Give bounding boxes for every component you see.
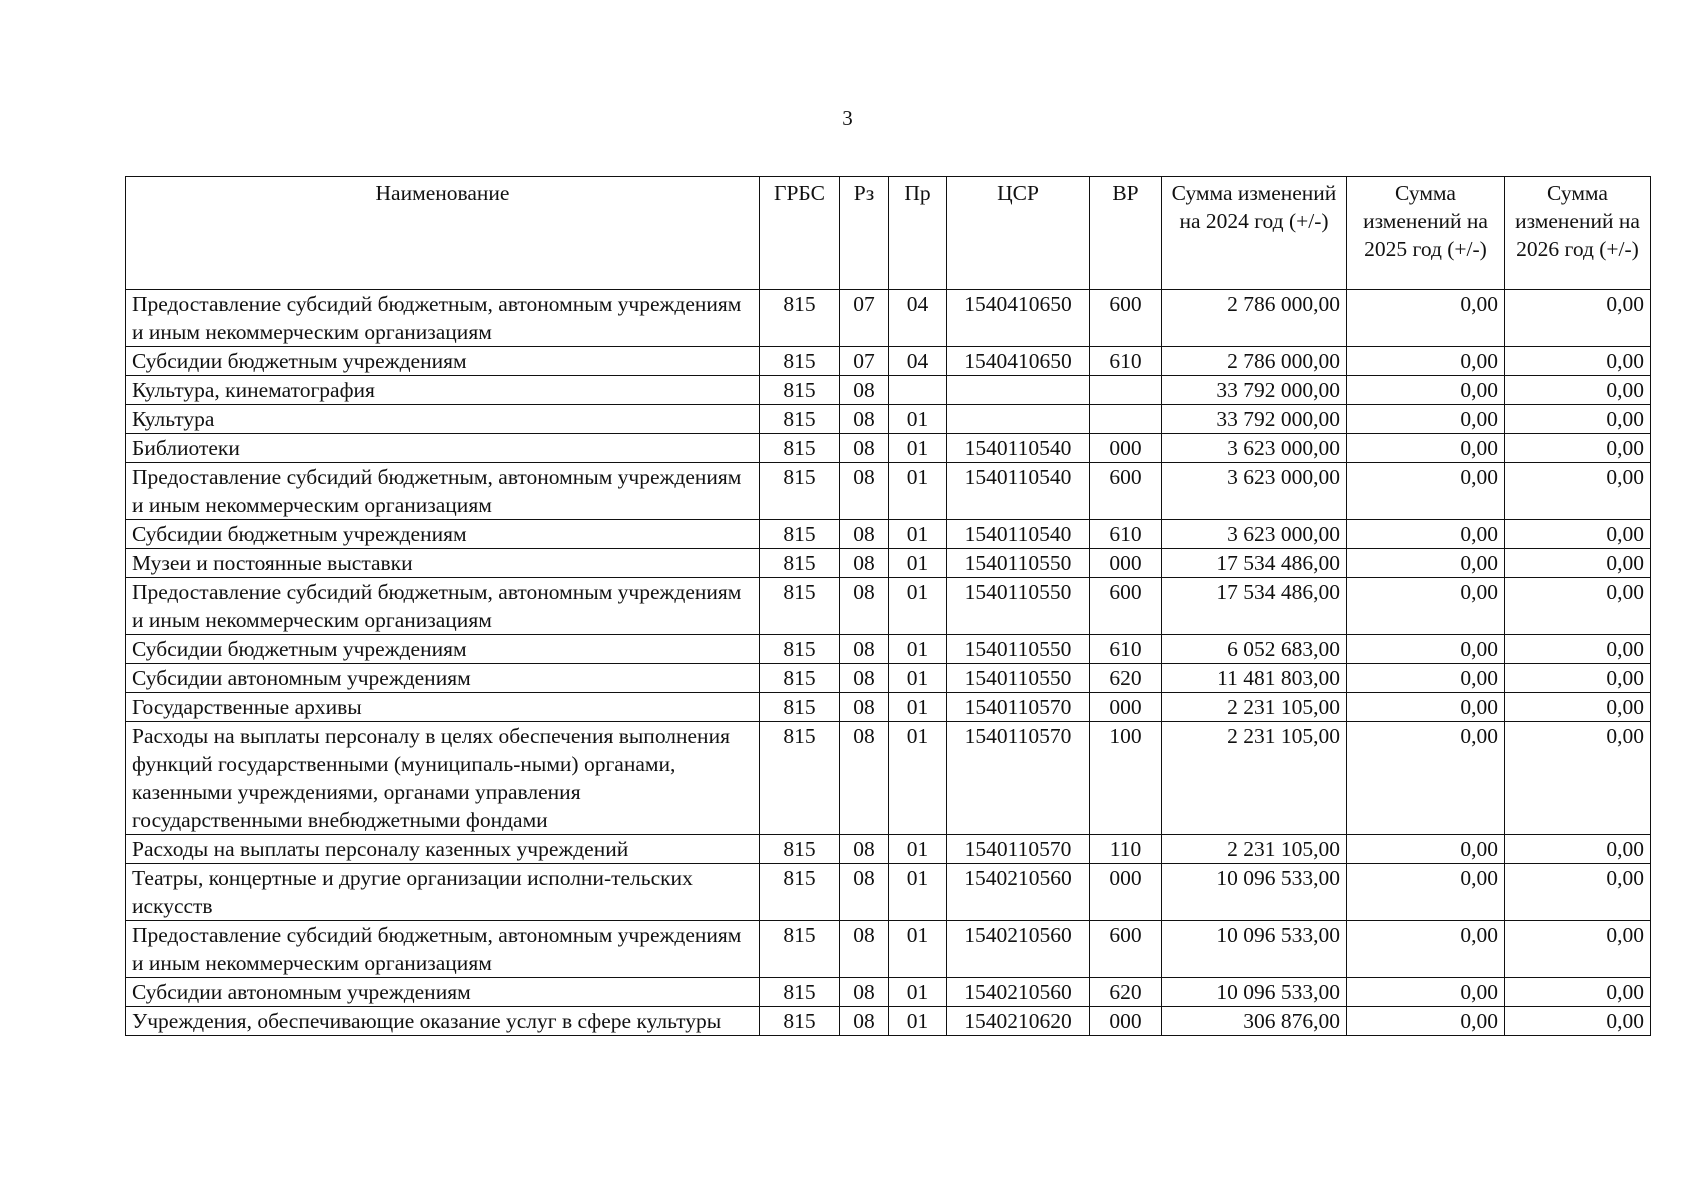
cell-sum-2025: 0,00 [1347,405,1505,434]
cell-csr [947,405,1090,434]
cell-name: Библиотеки [126,434,760,463]
cell-csr: 1540110540 [947,520,1090,549]
cell-grbs: 815 [760,864,840,921]
header-sum-2026: Сумма изменений на 2026 год (+/-) [1505,177,1651,290]
cell-grbs: 815 [760,722,840,835]
cell-vr: 610 [1090,347,1162,376]
cell-grbs: 815 [760,578,840,635]
cell-vr: 110 [1090,835,1162,864]
cell-sum-2026: 0,00 [1505,549,1651,578]
table-row [126,405,1651,434]
cell-vr: 100 [1090,722,1162,835]
cell-pr: 01 [889,978,947,1007]
cell-name: Предоставление субсидий бюджетным, автономным учреждениям и иным некоммерческим организациям [126,290,760,347]
cell-sum-2026: 0,00 [1505,578,1651,635]
cell-sum-2024: 6 052 683,00 [1162,635,1347,664]
cell-rz: 08 [840,978,889,1007]
cell-csr: 1540110540 [947,434,1090,463]
cell-sum-2026: 0,00 [1505,722,1651,835]
cell-vr [1090,376,1162,405]
cell-csr: 1540110550 [947,578,1090,635]
table-row [126,635,1651,664]
cell-sum-2025: 0,00 [1347,1007,1505,1036]
table-row [126,978,1651,1007]
cell-name: Учреждения, обеспечивающие оказание услуг в сфере культуры [126,1007,760,1036]
cell-rz: 08 [840,463,889,520]
cell-pr: 01 [889,635,947,664]
cell-sum-2026: 0,00 [1505,347,1651,376]
table-row [126,693,1651,722]
cell-name: Предоставление субсидий бюджетным, автономным учреждениям и иным некоммерческим организациям [126,578,760,635]
cell-sum-2025: 0,00 [1347,978,1505,1007]
cell-sum-2026: 0,00 [1505,864,1651,921]
cell-grbs: 815 [760,664,840,693]
cell-sum-2025: 0,00 [1347,664,1505,693]
cell-rz: 08 [840,864,889,921]
cell-grbs: 815 [760,434,840,463]
cell-sum-2024: 2 231 105,00 [1162,722,1347,835]
cell-grbs: 815 [760,978,840,1007]
cell-grbs: 815 [760,520,840,549]
cell-pr: 01 [889,405,947,434]
cell-csr: 1540110570 [947,835,1090,864]
cell-sum-2026: 0,00 [1505,520,1651,549]
cell-grbs: 815 [760,1007,840,1036]
cell-sum-2026: 0,00 [1505,434,1651,463]
cell-sum-2026: 0,00 [1505,978,1651,1007]
cell-rz: 08 [840,921,889,978]
cell-vr: 620 [1090,978,1162,1007]
cell-pr [889,376,947,405]
cell-sum-2026: 0,00 [1505,921,1651,978]
cell-rz: 08 [840,578,889,635]
cell-csr: 1540210620 [947,1007,1090,1036]
cell-csr: 1540410650 [947,347,1090,376]
cell-rz: 08 [840,376,889,405]
cell-vr: 610 [1090,520,1162,549]
cell-rz: 08 [840,722,889,835]
cell-grbs: 815 [760,376,840,405]
cell-csr [947,376,1090,405]
cell-sum-2024: 17 534 486,00 [1162,578,1347,635]
cell-grbs: 815 [760,405,840,434]
cell-sum-2026: 0,00 [1505,405,1651,434]
cell-sum-2024: 11 481 803,00 [1162,664,1347,693]
cell-sum-2026: 0,00 [1505,635,1651,664]
table-row [126,347,1651,376]
cell-grbs: 815 [760,347,840,376]
cell-pr: 01 [889,722,947,835]
cell-vr: 610 [1090,635,1162,664]
cell-name: Театры, концертные и другие организации исполни-тельских искусств [126,864,760,921]
cell-pr: 01 [889,549,947,578]
cell-csr: 1540110570 [947,722,1090,835]
table-row [126,1007,1651,1036]
table-row [126,520,1651,549]
cell-csr: 1540110550 [947,635,1090,664]
cell-sum-2024: 3 623 000,00 [1162,520,1347,549]
cell-vr [1090,405,1162,434]
table-row [126,578,1651,635]
cell-sum-2025: 0,00 [1347,635,1505,664]
cell-vr: 000 [1090,1007,1162,1036]
cell-sum-2024: 10 096 533,00 [1162,978,1347,1007]
table-row [126,722,1651,835]
cell-pr: 01 [889,921,947,978]
cell-pr: 04 [889,347,947,376]
cell-name: Предоставление субсидий бюджетным, автономным учреждениям и иным некоммерческим организациям [126,921,760,978]
cell-grbs: 815 [760,549,840,578]
cell-pr: 01 [889,835,947,864]
cell-name: Культура, кинематография [126,376,760,405]
cell-sum-2024: 2 786 000,00 [1162,290,1347,347]
cell-grbs: 815 [760,635,840,664]
cell-sum-2025: 0,00 [1347,864,1505,921]
cell-name: Музеи и постоянные выставки [126,549,760,578]
table-row [126,463,1651,520]
table-row [126,290,1651,347]
cell-sum-2025: 0,00 [1347,463,1505,520]
header-vr: ВР [1090,177,1162,290]
cell-pr: 01 [889,664,947,693]
cell-rz: 08 [840,434,889,463]
cell-rz: 08 [840,693,889,722]
cell-rz: 08 [840,1007,889,1036]
cell-sum-2026: 0,00 [1505,290,1651,347]
cell-pr: 01 [889,520,947,549]
header-sum-2024: Сумма изменений на 2024 год (+/-) [1162,177,1347,290]
cell-vr: 600 [1090,463,1162,520]
cell-sum-2026: 0,00 [1505,693,1651,722]
cell-sum-2025: 0,00 [1347,347,1505,376]
cell-csr: 1540110540 [947,463,1090,520]
cell-pr: 01 [889,693,947,722]
table-header-row [126,177,1651,290]
table-row [126,664,1651,693]
cell-sum-2024: 3 623 000,00 [1162,434,1347,463]
cell-sum-2024: 2 231 105,00 [1162,835,1347,864]
cell-sum-2026: 0,00 [1505,376,1651,405]
cell-name: Государственные архивы [126,693,760,722]
cell-sum-2026: 0,00 [1505,664,1651,693]
cell-csr: 1540110570 [947,693,1090,722]
header-csr: ЦСР [947,177,1090,290]
cell-sum-2024: 2 231 105,00 [1162,693,1347,722]
cell-csr: 1540110550 [947,549,1090,578]
cell-pr: 01 [889,463,947,520]
cell-rz: 08 [840,635,889,664]
cell-vr: 600 [1090,921,1162,978]
cell-sum-2024: 33 792 000,00 [1162,376,1347,405]
cell-grbs: 815 [760,835,840,864]
cell-sum-2024: 10 096 533,00 [1162,921,1347,978]
cell-sum-2025: 0,00 [1347,693,1505,722]
cell-vr: 600 [1090,290,1162,347]
cell-vr: 000 [1090,864,1162,921]
cell-sum-2025: 0,00 [1347,434,1505,463]
cell-sum-2024: 306 876,00 [1162,1007,1347,1036]
cell-sum-2026: 0,00 [1505,463,1651,520]
cell-grbs: 815 [760,921,840,978]
cell-sum-2025: 0,00 [1347,290,1505,347]
budget-changes-table [125,176,1651,1036]
cell-rz: 07 [840,290,889,347]
cell-name: Субсидии бюджетным учреждениям [126,520,760,549]
table-row [126,549,1651,578]
cell-name: Субсидии бюджетным учреждениям [126,635,760,664]
cell-grbs: 815 [760,463,840,520]
cell-pr: 04 [889,290,947,347]
page-number: 3 [842,106,853,130]
cell-vr: 000 [1090,434,1162,463]
cell-name: Культура [126,405,760,434]
cell-rz: 07 [840,347,889,376]
cell-rz: 08 [840,405,889,434]
table-row [126,434,1651,463]
cell-sum-2025: 0,00 [1347,578,1505,635]
cell-sum-2024: 10 096 533,00 [1162,864,1347,921]
cell-csr: 1540210560 [947,864,1090,921]
cell-rz: 08 [840,835,889,864]
table-row [126,864,1651,921]
cell-sum-2024: 33 792 000,00 [1162,405,1347,434]
cell-vr: 000 [1090,549,1162,578]
cell-sum-2024: 3 623 000,00 [1162,463,1347,520]
cell-pr: 01 [889,578,947,635]
header-name: Наименование [126,177,760,290]
header-pr: Пр [889,177,947,290]
cell-sum-2025: 0,00 [1347,835,1505,864]
cell-sum-2025: 0,00 [1347,520,1505,549]
header-rz: Рз [840,177,889,290]
cell-pr: 01 [889,864,947,921]
cell-vr: 600 [1090,578,1162,635]
cell-csr: 1540210560 [947,978,1090,1007]
table-row [126,376,1651,405]
cell-sum-2026: 0,00 [1505,1007,1651,1036]
cell-grbs: 815 [760,693,840,722]
table-body [126,290,1651,1036]
cell-name: Субсидии бюджетным учреждениям [126,347,760,376]
cell-sum-2024: 2 786 000,00 [1162,347,1347,376]
cell-vr: 620 [1090,664,1162,693]
cell-sum-2025: 0,00 [1347,722,1505,835]
cell-sum-2025: 0,00 [1347,549,1505,578]
cell-grbs: 815 [760,290,840,347]
cell-csr: 1540410650 [947,290,1090,347]
cell-sum-2025: 0,00 [1347,376,1505,405]
cell-name: Расходы на выплаты персоналу в целях обеспечения выполнения функций государственными (муниципаль-ными) органами, казенными учреждениями, органами управления государственными внебюджетными фондами [126,722,760,835]
cell-name: Предоставление субсидий бюджетным, автономным учреждениям и иным некоммерческим организациям [126,463,760,520]
cell-rz: 08 [840,664,889,693]
cell-pr: 01 [889,434,947,463]
cell-name: Субсидии автономным учреждениям [126,978,760,1007]
cell-sum-2026: 0,00 [1505,835,1651,864]
table-row [126,921,1651,978]
cell-csr: 1540110550 [947,664,1090,693]
cell-vr: 000 [1090,693,1162,722]
cell-sum-2025: 0,00 [1347,921,1505,978]
cell-sum-2024: 17 534 486,00 [1162,549,1347,578]
table-row [126,835,1651,864]
header-grbs: ГРБС [760,177,840,290]
cell-pr: 01 [889,1007,947,1036]
header-sum-2025: Сумма изменений на 2025 год (+/-) [1347,177,1505,290]
cell-csr: 1540210560 [947,921,1090,978]
cell-rz: 08 [840,549,889,578]
cell-rz: 08 [840,520,889,549]
cell-name: Субсидии автономным учреждениям [126,664,760,693]
cell-name: Расходы на выплаты персоналу казенных учреждений [126,835,760,864]
